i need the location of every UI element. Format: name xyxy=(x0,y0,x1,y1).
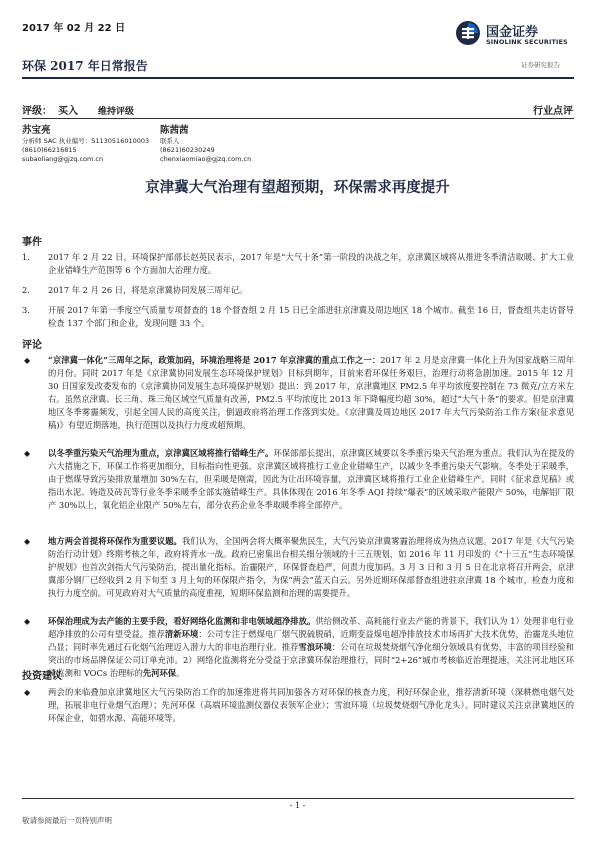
event-number: 1. xyxy=(22,252,30,262)
sinolink-logo-icon xyxy=(455,20,481,46)
event-item xyxy=(22,251,574,277)
company-logo xyxy=(455,18,580,69)
event-item xyxy=(22,304,574,330)
advice-text: 两会的来临叠加京津冀地区大气污染防治工作的加速推进将共同加强各方对环保的核查力度，利好环保企业，推荐清新环境（深耕燃电烟气处理，拓展非电行业烟气治理）；先河环保（高端环境监测仪器仪表领军企业）；雪浪环境（垃圾焚烧烟气净化龙头）。同时建议关注京津冀地区的环保企业，如碧水源、高能环境等。 xyxy=(48,687,574,723)
analyst-email[interactable]: subaoliang@gjzq.com.cn xyxy=(22,155,104,163)
rating-maintain: 维持评级 xyxy=(98,107,135,117)
comment-item xyxy=(22,447,574,512)
section-heading-comments: 评论 xyxy=(22,340,42,351)
stock-name: 先河环保 xyxy=(142,668,177,678)
contact-phone: (8621)60230249 xyxy=(160,146,215,154)
comment-item xyxy=(22,535,574,600)
logo-company-english: SINOLINK SECURITIES xyxy=(486,38,568,46)
bullet-icon: ◆ xyxy=(24,449,31,458)
event-text: 开展 2017 年第一季度空气质量专项督查的 18 个督查组 2 月 15 日已全部进驻京津冀及周边地区 18 个城市。截至 16 日，督查组共走访督导检查 137 个部门和企业，发现问题 33 个。 xyxy=(48,305,574,328)
section-heading-advice: 投资建议 xyxy=(22,671,62,682)
analyst-name: 苏宝亮 xyxy=(22,125,51,136)
event-text: 2017 年 2 月 26 日，将是京津冀协同发展三周年记。 xyxy=(48,285,248,295)
comment-text: 2017 年 2 月是京津冀一体化上升为国家战略三周年的月份。同时 2017 年是《京津冀协同发展生态环境保护规划》目标到期年，目前来看环保任务艰巨，治理行动将急剧加速。2015 年 12 月 30 日国家发改委发布的《京津冀协同发展生态环境保护规划》提出：到 2017 年，京津冀地区 PM2.5 年平均浓度要控制在 73 微克/立方米左右。虽然京津冀、长三角、珠三角区域空气质量有改善，PM2.5 平均浓度比 2013 年下降幅度均超 30%，超过“大气十条”的要求。但是京津冀地区冬季雾霾频发，引起全国人民的高度关注，倒逼政府将治理工作落到实处。《京津冀及周边地区 2017 年大气污染防治工作方案(征求意见稿)》有望近期落地，执行范围以及执行力度或超预期。 xyxy=(48,355,574,430)
rating-label: 评级： xyxy=(22,106,52,117)
report-series-title: 环保 2017 年日常报告 xyxy=(22,59,148,73)
stock-name: 雪浪环境 xyxy=(298,642,332,652)
contact-email[interactable]: chenxiaomiao@gjzq.com.cn xyxy=(160,155,252,163)
header-divider xyxy=(22,77,574,79)
comment-lead: 环保治理成为去产能的主要手段，看好网络化监测和非电领域超净排放。 xyxy=(48,616,316,626)
bullet-icon: ◆ xyxy=(24,688,31,697)
event-number: 2. xyxy=(22,285,30,295)
report-date: 2017 年 02 月 22 日 xyxy=(22,23,126,34)
contact-role: 联系人 xyxy=(160,137,180,145)
event-text: 2017 年 2 月 22 日，环境保护部部长赵英民表示，2017 年是“大气十条”第一阶段的决战之年，京津冀区域将从推进冬季清洁取暖、扩大工业企业错峰生产范围等 6 个方面加大治理力度。 xyxy=(48,252,574,275)
page-number: - 1 - xyxy=(289,801,306,810)
comment-item xyxy=(22,615,574,680)
comment-text: 我们认为，全国两会将大概率聚焦民生，大气污染京津冀雾霾治理将成为热点议题。2017 年是《大气污染防治行动计划》终期考核之年，政府将背水一战。政府已密集出台相关细分领域的十三五规划，如 2016 年 11 月印发的《“十三五”生态环境保护规划》也首次剑指大气污染防治，提出量化指标。治霾限产，环保督查趋严，问责力度加码。3 月 3 日和 3 月 5 日在北京将召开两会，京津冀部分钢厂已经收到 2 月下旬至 3 月上旬的环保限产指令，为保“两会”蓝天白云。另外近期环保部督查组进驻京津冀 18 个城市，检查力度和执行力度空前。可见政府对大气质量的高度重视，短期环保监测和治理的需要提升。 xyxy=(48,536,574,598)
comment-text: 供给侧改革、高耗能行业去产能的背景下，我们认为 1）处理非电行业超净排放的公司有望受益。推荐 xyxy=(48,616,574,639)
comment-text: ：公司在垃圾焚烧烟气净化细分领域具有优势，丰富的项目经验和突出的市场品牌保证公司订单充沛。2）网络化监测将充分受益于京津冀环保治理推行，同时“2+26”城市考核临近治理提速，关注河北地区环境监测和 VOCs 治理标的 xyxy=(48,642,574,678)
stock-name: 清新环境 xyxy=(164,629,199,639)
comment-text: 环保部部长提出，京津冀区域要以冬季重污染天气治理为重点。我们认为在提及的六大措施之下，环保工作将更加细分，目标指向性更强。京津冀区域将推行工业企业错峰生产，以减少冬季重污染天气影响。冬季处于采暖季，由于燃煤导致污染排放量增加 30%左右，但采暖是刚需，因此为让出环境容量，京津冀区域将推行工业企业错峰生产。同时《征求意见稿》或指出水泥、铸造及砖瓦等行业冬季采暖季全部实施错峰生产。具体体现在 2016 年冬季 AQI 持续“爆表”的区域采取产能限产 50%，电解铝厂限产 30%以上，氧化铝企业限产 50%左右，部分农药企业冬季取暖季将全部停产。 xyxy=(48,448,574,510)
events-list xyxy=(22,251,574,337)
report-type: 行业点评 xyxy=(533,106,573,117)
section-heading-events: 事件 xyxy=(22,237,42,248)
comment-text: ：公司专注于燃煤电厂烟气脱硫脱硝，近期变益煤电超净排放技术市场再扩大技术优势，治霾龙头地位凸显；同时率先通过石化烟气治理迈入潜力大的非电治理行业。推荐 xyxy=(48,629,574,652)
rating-divider xyxy=(22,118,574,119)
logo-company-name: 国金证券 xyxy=(486,25,539,40)
logo-subtitle: 证券研究报告 xyxy=(521,61,560,69)
bullet-icon: ◆ xyxy=(24,617,31,626)
comment-lead: 以冬季重污染天气治理为重点，京津冀区域将推行错峰生产。 xyxy=(48,448,274,458)
bullet-icon: ◆ xyxy=(24,537,31,546)
bullet-icon: ◆ xyxy=(24,356,31,365)
footer-divider xyxy=(22,798,574,799)
comment-item xyxy=(22,354,574,432)
rating-value: 买入 xyxy=(58,106,78,117)
event-number: 3. xyxy=(22,305,30,315)
comment-lead: “京津冀一体化”三周年之际，政策加码，环境治理将是 2017 年京津冀的重点工作之一： xyxy=(48,355,381,365)
event-item xyxy=(22,284,574,297)
analyst-card xyxy=(22,124,149,164)
comment-lead: 地方两会首提将环保作为重要议题。 xyxy=(48,536,182,546)
rating-block xyxy=(22,102,134,117)
analyst-phone: (8610)66216815 xyxy=(22,146,77,154)
comment-text: 。 xyxy=(176,668,185,678)
main-title: 京津冀大气治理有望超预期，环保需求再度提升 xyxy=(145,179,450,196)
footer-disclaimer: 敬请参阅最后一页特别声明 xyxy=(22,816,112,825)
contact-card xyxy=(160,124,251,164)
contact-name: 陈茜茜 xyxy=(160,125,189,136)
advice-item xyxy=(22,686,574,725)
analyst-role: 分析师 SAC 执业编号：S1130516010003 xyxy=(22,137,150,145)
